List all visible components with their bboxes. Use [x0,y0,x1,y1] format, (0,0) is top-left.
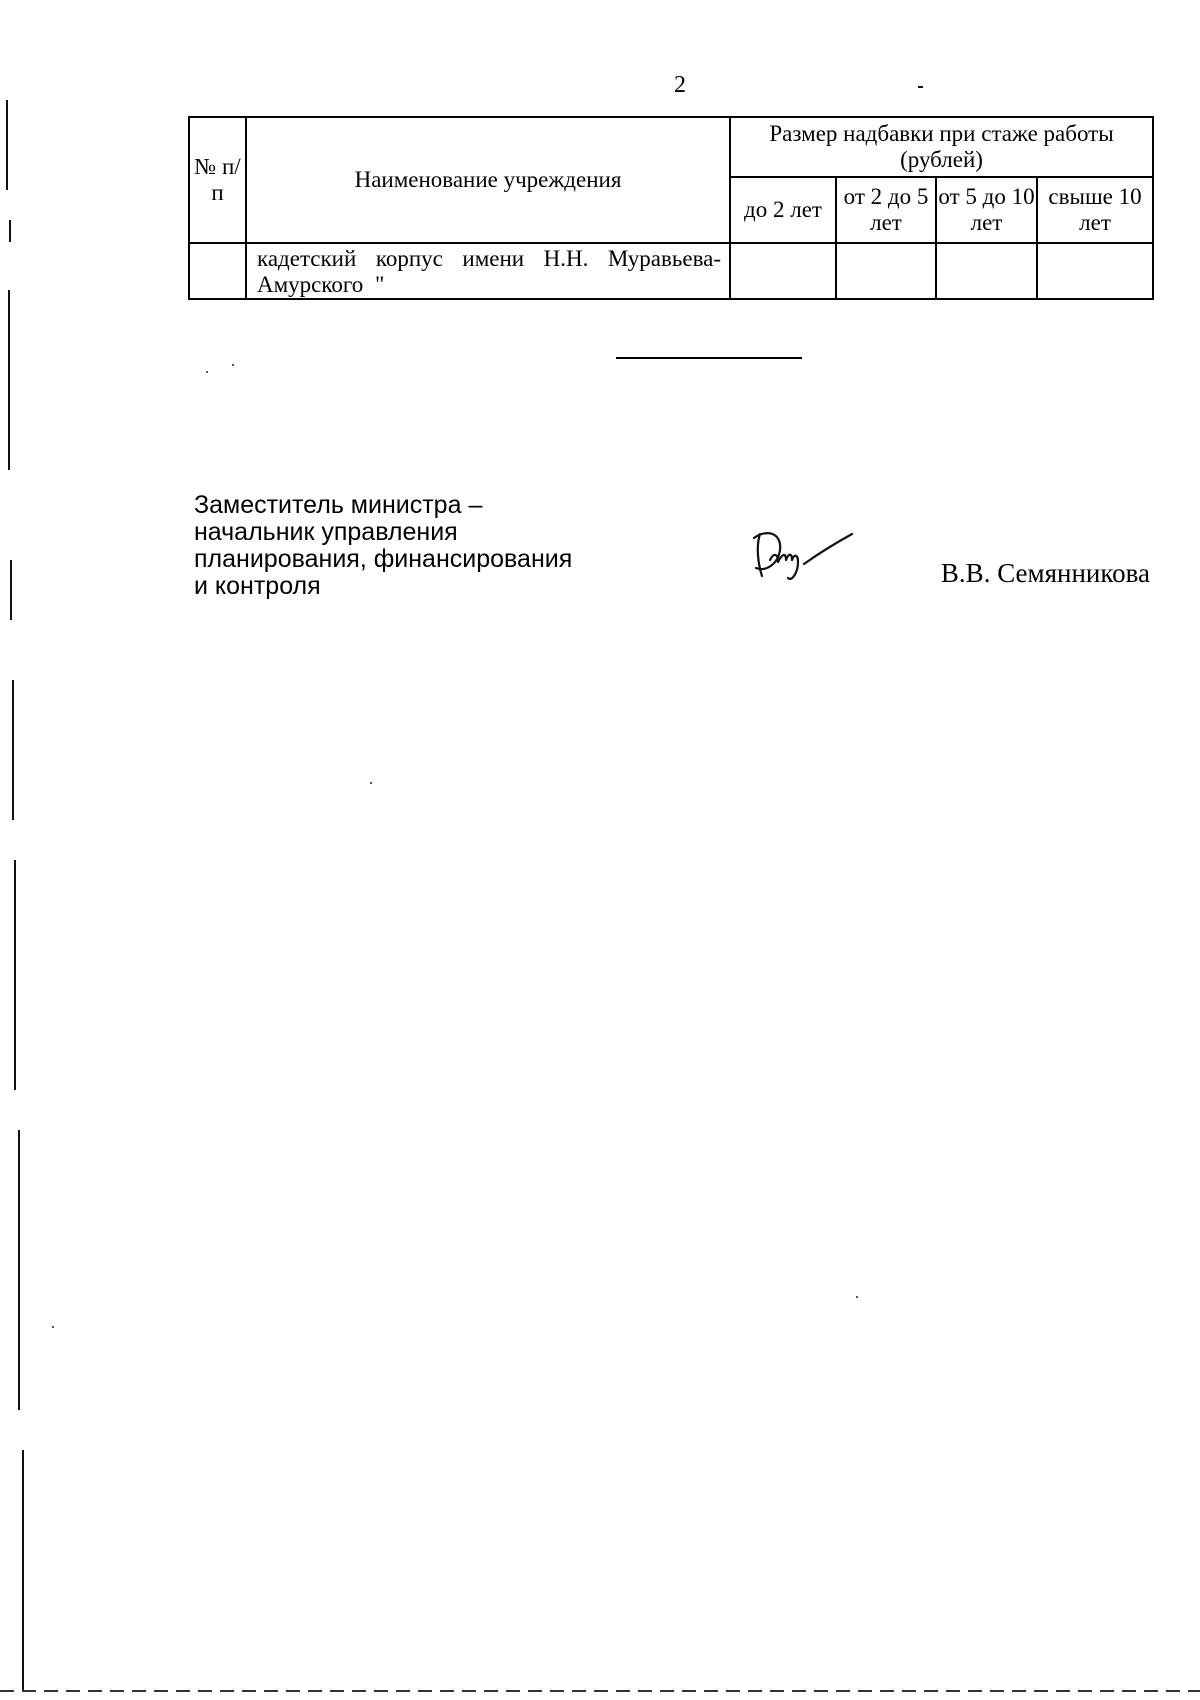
scan-speck [206,371,208,373]
row-value-over-10-years [1037,243,1153,299]
scan-speck [232,364,234,366]
row-value-2-to-5-years [836,243,936,299]
position-line: планирования, финансирования [194,545,573,573]
scan-edge-mark [18,1130,20,1410]
scan-edge-mark [22,1450,24,1690]
signatory-position [194,492,654,600]
scan-speck [370,782,372,784]
signer-name: В.В. Семянникова [940,558,1150,588]
header-institution-label: Наименование учреждения [354,167,622,192]
header-over-10-years: свыше 10 лет [1037,177,1153,243]
header-number-label: № п/п [194,154,241,205]
scan-speck [856,1296,858,1298]
scan-edge-mark [12,680,14,820]
scan-edge-mark [8,290,10,470]
row-institution-name: кадетский корпус имени Н.Н. Муравьева-Амурского " [246,243,730,299]
header-allowance-label: Размер надбавки при стаже работы (рублей) [769,121,1114,172]
scan-bottom-edge [0,1690,1200,1692]
handwritten-signature [748,524,858,588]
header-up-to-2-years: до 2 лет [730,177,836,243]
scan-edge-mark [9,220,11,242]
header-5-to-10-years: от 5 до 10 лет [936,177,1037,243]
position-line: Заместитель министра – [194,491,483,519]
scan-speck [52,1326,54,1328]
scan-edge-mark [6,100,8,190]
table-row [189,243,1153,299]
header-number [189,117,246,243]
header-institution-name [246,117,730,243]
page-number: 2 [674,72,686,98]
scan-mark [918,86,923,88]
row-value-up-to-2-years [730,243,836,299]
position-line: и контроля [194,572,321,600]
row-number-cell [189,243,246,299]
scan-edge-mark [14,860,16,1090]
row-value-5-to-10-years [936,243,1037,299]
header-2-to-5-years: от 2 до 5 лет [836,177,936,243]
header-allowance-size [730,117,1153,177]
separator-rule [616,357,802,359]
position-line: начальник управления [194,518,458,546]
scan-edge-mark [10,560,12,620]
allowance-table [188,116,1154,300]
